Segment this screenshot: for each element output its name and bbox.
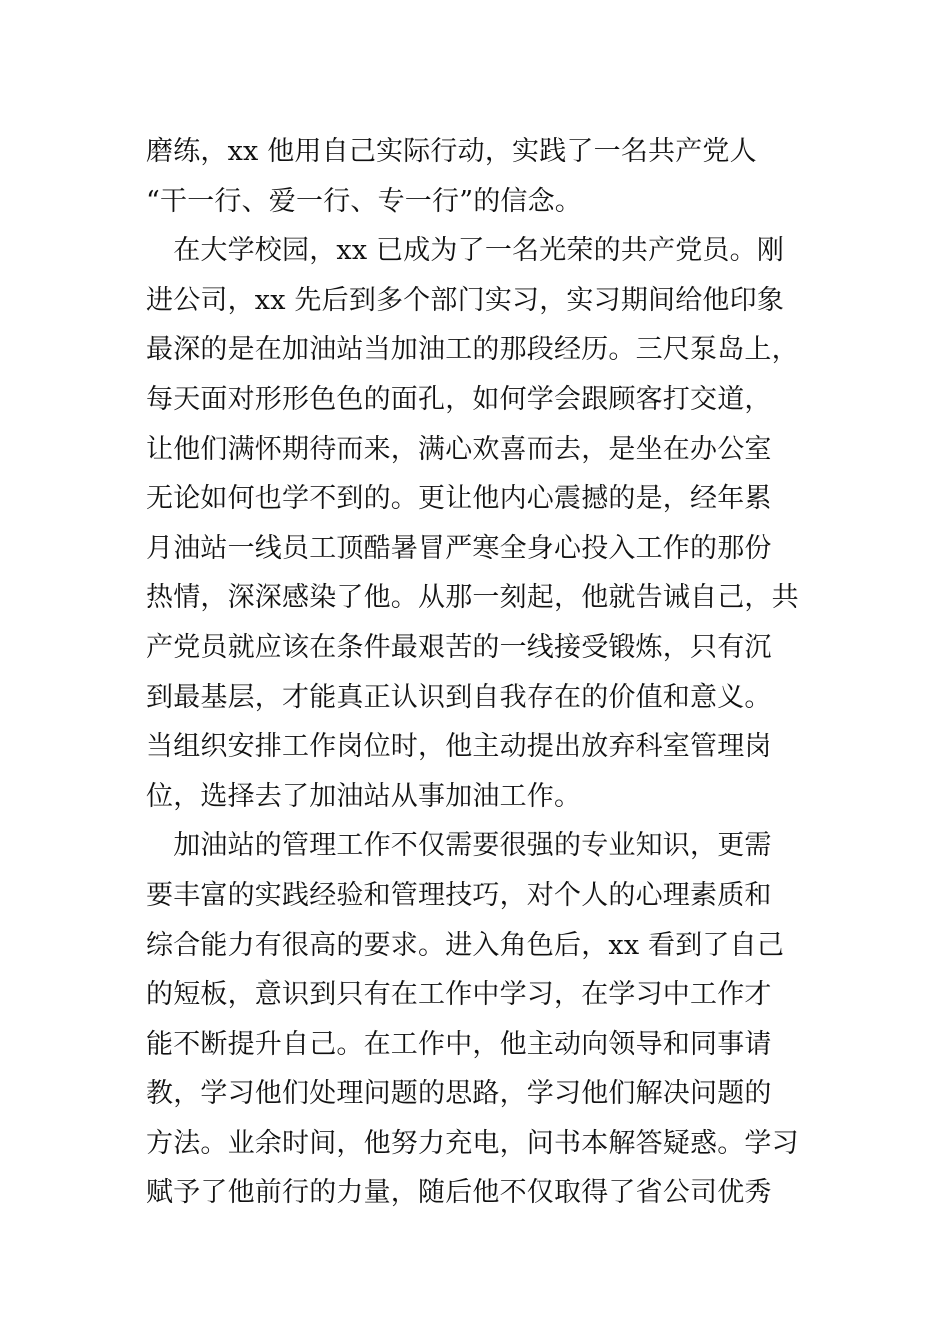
text-line: 到最基层，才能真正认识到自我存在的价值和意义。: [146, 681, 772, 713]
text-line: 进公司，xx 先后到多个部门实习，实习期间给他印象: [146, 284, 785, 316]
text-line: “干一行、爱一行、专一行”的信念。: [146, 185, 583, 217]
text-line: 当组织安排工作岗位时，他主动提出放弃科室管理岗: [146, 731, 772, 763]
text-line: 方法。业余时间，他努力充电，问书本解答疑惑。学习: [146, 1127, 799, 1159]
text-line: 热情，深深感染了他。从那一刻起，他就告诫自己，共: [146, 582, 799, 614]
text-line: 磨练，xx 他用自己实际行动，实践了一名共产党人: [146, 136, 757, 167]
text-line: 月油站一线员工顶酷暑冒严寒全身心投入工作的那份: [146, 532, 772, 564]
text-line: 能不断提升自己。在工作中，他主动向领导和同事请: [146, 1028, 772, 1060]
text-line: 每天面对形形色色的面孔，如何学会跟顾客打交道，: [146, 383, 772, 415]
text-line: 赋予了他前行的力量，随后他不仅取得了省公司优秀: [146, 1177, 772, 1209]
text-line: 综合能力有很高的要求。进入角色后，xx 看到了自己: [146, 929, 785, 961]
text-line: 最深的是在加油站当加油工的那段经历。三尺泵岛上，: [146, 334, 799, 366]
paragraph-start-line: 在大学校园，xx 已成为了一名光荣的共产党员。刚: [146, 235, 785, 267]
text-line: 产党员就应该在条件最艰苦的一线接受锻炼，只有沉: [146, 631, 772, 663]
paragraph-start-line: 加油站的管理工作不仅需要很强的专业知识，更需: [146, 830, 772, 862]
text-line: 位，选择去了加油站从事加油工作。: [146, 780, 582, 812]
text-line: 无论如何也学不到的。更让他内心震撼的是，经年累: [146, 483, 772, 515]
text-line: 教，学习他们处理问题的思路，学习他们解决问题的: [146, 1078, 772, 1110]
text-line: 要丰富的实践经验和管理技巧，对个人的心理素质和: [146, 879, 772, 911]
body-text: [146, 127, 826, 1218]
text-line: 的短板，意识到只有在工作中学习，在学习中工作才: [146, 979, 772, 1011]
text-line: 让他们满怀期待而来，满心欢喜而去，是坐在办公室: [146, 433, 772, 465]
